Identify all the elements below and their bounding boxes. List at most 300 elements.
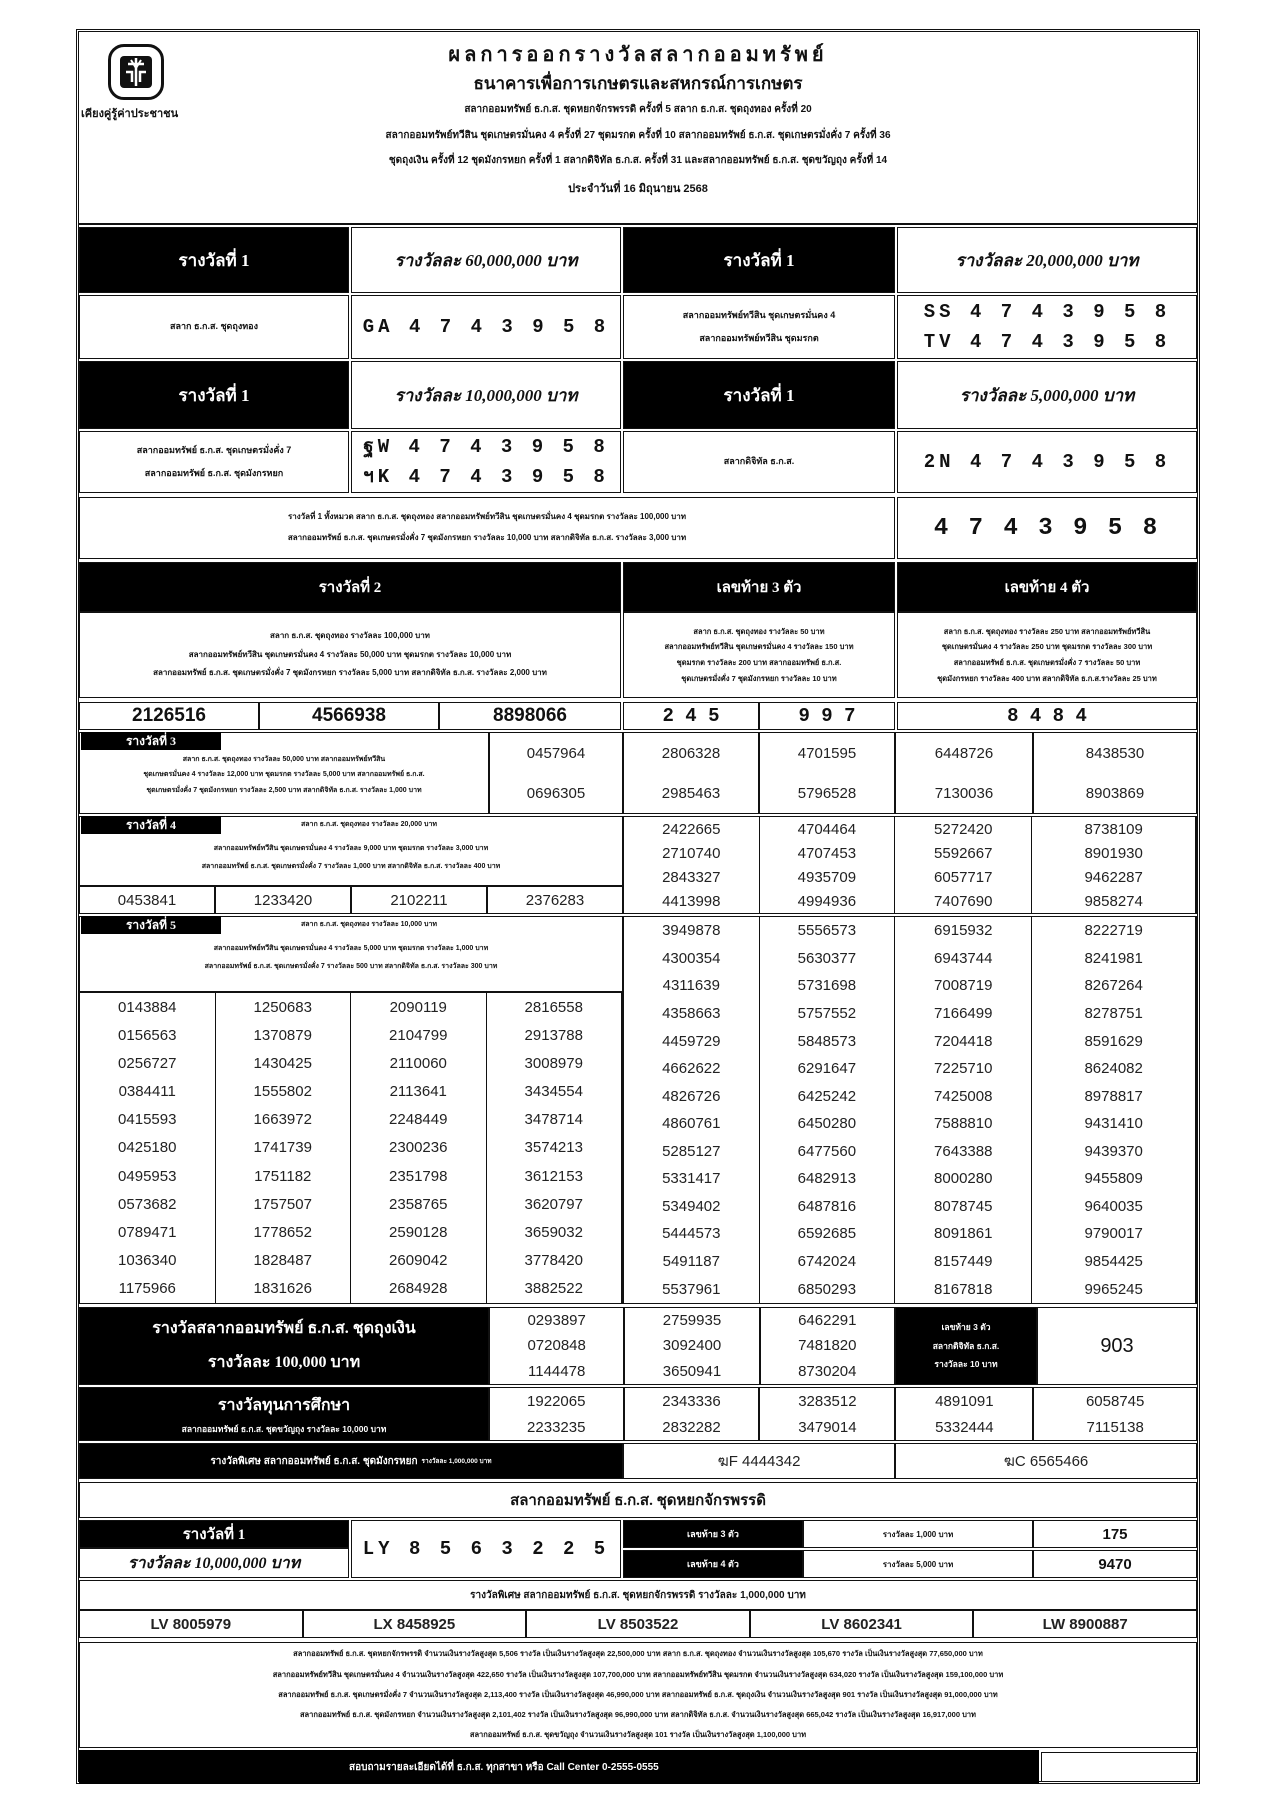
- fifth-prize-number: 1036340: [118, 1252, 177, 1270]
- fifth-prize-number: 0256727: [118, 1054, 177, 1072]
- fifth-prize-number: 3949878: [662, 922, 721, 940]
- desc-line: ชุดมังกรหยก รางวัลละ 400 บาท สลากดิจิทัล ธ.ก.ส.รางวัลละ 25 บาท: [937, 673, 1157, 683]
- jade-first-number: LY 8 5 6 3 2 2 5: [351, 1520, 621, 1578]
- fifth-prize-number: 1430425: [253, 1054, 312, 1072]
- first-prize-number: SS 4 7 4 3 9 5 8: [923, 300, 1171, 323]
- series-label: สลากดิจิทัล ธ.ก.ส.: [723, 456, 795, 467]
- fifth-prize-number: 0425180: [118, 1139, 177, 1157]
- fifth-prize-number: 6915932: [934, 922, 993, 940]
- fifth-prize-number: 5731698: [797, 977, 857, 995]
- jade-special-number-column: [79, 1610, 303, 1638]
- scholarship-number: 3283512: [798, 1392, 857, 1410]
- third-prize-number: 0457964: [526, 744, 586, 762]
- scholarship-title: รางวัลทุนการศึกษา: [217, 1396, 351, 1414]
- fourth-prize-number: 4413998: [662, 892, 721, 910]
- fourth-prize-number: 1233420: [253, 891, 313, 909]
- slogan: เคียงคู่รู้ค่าประชาชน: [81, 108, 179, 120]
- fourth-prize-number: 4994936: [797, 892, 857, 910]
- fourth-prize-number: 2376283: [525, 891, 585, 909]
- draw-date: ประจำวันที่ 16 มิถุนายน 2568: [568, 183, 708, 195]
- fifth-prize-number: 2358765: [389, 1195, 448, 1213]
- first-prize-number: TV 4 7 4 3 9 5 8: [923, 331, 1171, 353]
- first-prize-number-2n: 2N 4 7 4 3 9 5 8: [897, 431, 1197, 493]
- desc-line: สลาก ธ.ก.ส. ชุดถุงทอง รางวัลละ 50 บาท: [693, 626, 825, 636]
- desc-line: ชุดเกษตรมั่นคง 4 รางวัลละ 250 บาท ชุดมรกต รางวัลละ 300 บาท: [941, 642, 1153, 652]
- fourth-prize-number: 9462287: [1084, 868, 1143, 886]
- fifth-prize-number: 5537961: [662, 1280, 721, 1298]
- fourth-prize-number-column: [487, 886, 623, 914]
- first-prize-amount-20m: รางวัลละ 20,000,000 บาท: [897, 227, 1197, 293]
- second-prize-number: 8898066: [439, 702, 621, 730]
- fifth-prize-number: 0789471: [118, 1223, 177, 1241]
- series-label: สลากออมทรัพย์ ธ.ก.ส. ชุดมังกรหยก: [144, 468, 284, 478]
- fifth-prize-number: 1751182: [254, 1167, 312, 1185]
- summary-line: สลากออมทรัพย์ทวีสิน ชุดเกษตรมั่นคง 4 จำนวนเงินรางวัลสูงสุด 422,650 รางวัล เป็นเงินรางวัลสูงสุด 107,700,000 บาท สลากออมทรัพย์ทวีสิน ชุดมรกต จำนวนเงินรางวัลสูงสุด 634,020 รางวัล เป็นเงินรางวัลสูงสุด 159,100,000 บาท: [272, 1669, 1004, 1679]
- fifth-prize-number: 2113641: [389, 1083, 447, 1101]
- fourth-prize-number-column: [760, 817, 896, 913]
- summary-section: [79, 1642, 1197, 1748]
- fifth-prize-number: 9640035: [1084, 1197, 1143, 1215]
- first-prize-numbers-ss-tv: [897, 295, 1197, 359]
- desc-line: สลากออมทรัพย์ ธ.ก.ส. ชุดเกษตรมั่งคั่ง 7 รางวัลละ 1,000 บาท สลากดิจิทัล ธ.ก.ส. รางวัลละ 400 บาท: [201, 863, 501, 871]
- fifth-prize-number: 5757552: [797, 1004, 857, 1022]
- header-line-3: ชุดถุงเงิน ครั้งที่ 12 ชุดมังกรหยก ครั้งที่ 1 สลากดิจิทัล ธ.ก.ส. ครั้งที่ 31 และสลากออมทรัพย์ ธ.ก.ส. ชุดขวัญถุง ครั้งที่ 14: [388, 155, 888, 166]
- third-prize-col-2: [623, 732, 759, 814]
- scholarship-number: 5332444: [935, 1418, 994, 1436]
- third-prize-label: รางวัลที่ 3: [81, 732, 221, 750]
- fourth-prize-number: 2843327: [662, 868, 721, 886]
- fifth-prize-number: 5349402: [662, 1197, 721, 1215]
- fifth-prize-number: 2104799: [389, 1026, 448, 1044]
- fifth-prize-number: 6450280: [797, 1115, 857, 1133]
- thung-ngoen-amount: รางวัลละ 100,000 บาท: [207, 1354, 361, 1371]
- fifth-prize-number: 2590128: [389, 1223, 448, 1241]
- fifth-prize-number: 2684928: [389, 1280, 448, 1298]
- fifth-prize-number: 5630377: [797, 949, 857, 967]
- jade-emperor-title: สลากออมทรัพย์ ธ.ก.ส. ชุดหยกจักรพรรดิ: [79, 1482, 1197, 1518]
- fourth-prize-number: 5592667: [934, 844, 993, 862]
- fifth-prize-number: 9455809: [1084, 1170, 1143, 1188]
- jade-last3-amount: รางวัลละ 1,000 บาท: [803, 1520, 1033, 1548]
- fifth-prize-number: 4459729: [662, 1032, 721, 1050]
- desc-line: สลากออมทรัพย์ทวีสิน ชุดเกษตรมั่นคง 4 รางวัลละ 5,000 บาท ชุดมรกต รางวัลละ 1,000 บาท: [213, 945, 489, 952]
- fifth-prize-number: 5285127: [662, 1142, 721, 1160]
- fifth-prize-number: 8222719: [1084, 922, 1143, 940]
- fifth-prize-number: 4300354: [662, 949, 721, 967]
- scholarship-number: 1922065: [527, 1392, 586, 1410]
- fourth-prize-number: 0453841: [117, 891, 177, 909]
- fifth-prize-number: 7588810: [934, 1115, 993, 1133]
- fifth-prize-number: 1250683: [253, 998, 312, 1016]
- fifth-prize-number: 5556573: [797, 922, 857, 940]
- fifth-prize-number: 9790017: [1084, 1225, 1143, 1243]
- desc-line: สลากออมทรัพย์ทวีสิน ชุดเกษตรมั่นคง 4 รางวัลละ 150 บาท: [664, 642, 854, 652]
- third-prize-number: 6448726: [934, 744, 994, 762]
- fifth-prize-number: 1828487: [253, 1252, 312, 1270]
- fifth-prize-number: 6477560: [797, 1142, 857, 1160]
- jade-special-number: LV 8503522: [597, 1615, 679, 1633]
- special-dragon-number: ฆF 4444342: [623, 1443, 895, 1479]
- first-prize-amount-60m: รางวัลละ 60,000,000 บาท: [351, 227, 621, 293]
- first-prize-label: รางวัลที่ 1: [623, 361, 895, 429]
- thung-ngoen-number: 6462291: [798, 1312, 857, 1330]
- desc-line: สลากออมทรัพย์ ธ.ก.ส. ชุดเกษตรมั่งคั่ง 7 ชุดมังกรหยก รางวัลละ 10,000 บาท สลากดิจิทัล ธ.ก.ส. รางวัลละ 3,000 บาท: [287, 533, 687, 542]
- desc-line: สลาก ธ.ก.ส. ชุดถุงทอง รางวัลละ 250 บาท สลากออมทรัพย์ทวีสิน: [943, 626, 1151, 636]
- fourth-prize-number: 8738109: [1084, 820, 1143, 838]
- fifth-prize-number-column: [895, 917, 1032, 1303]
- fifth-prize-number: 2110060: [389, 1054, 447, 1072]
- fifth-prize-number: 4662622: [662, 1060, 721, 1078]
- fifth-prize-number: 7166499: [934, 1004, 993, 1022]
- fifth-prize-number-column: [1032, 917, 1196, 1303]
- thung-ngoen-number-column: [489, 1307, 624, 1385]
- fifth-prize-number-column: [624, 917, 760, 1303]
- fourth-prize-number: 4707453: [797, 844, 857, 862]
- fifth-prize-number: 2816558: [524, 998, 583, 1016]
- last3-number: 2 4 5: [623, 702, 759, 730]
- desc-line: สลากออมทรัพย์ทวีสิน ชุดเกษตรมั่นคง 4 รางวัลละ 9,000 บาท ชุดมรกต รางวัลละ 3,000 บาท: [213, 845, 489, 852]
- summary-line: สลากออมทรัพย์ ธ.ก.ส. ชุดเกษตรมั่งคั่ง 7 จำนวนเงินรางวัลสูงสุด 2,113,400 รางวัล เป็นเงินรางวัลสูงสุด 46,990,000 บาท สลากออมทรัพย์ ธ.ก.ส. ชุดถุงเงิน จำนวนเงินรางวัลสูงสุด 901 รางวัล เป็นเงินรางวัลสูงสุด 91,000,000 บาท: [278, 1689, 998, 1699]
- fifth-prize-number: 4860761: [662, 1115, 721, 1133]
- fifth-prize-number-column: [487, 993, 623, 1303]
- scholarship-label: [79, 1387, 489, 1441]
- series-label: สลาก ธ.ก.ส. ชุดถุงทอง: [170, 321, 258, 332]
- fifth-prize-number: 1757507: [253, 1195, 312, 1213]
- fifth-prize-number: 2351798: [389, 1167, 448, 1185]
- special-dragon-title: รางวัลพิเศษ สลากออมทรัพย์ ธ.ก.ส. ชุดมังกรหยก: [210, 1455, 418, 1467]
- fourth-prize-number-column: [215, 886, 351, 914]
- fifth-prize-number: 6592685: [797, 1225, 857, 1243]
- scholarship-number-column: [1033, 1387, 1197, 1441]
- special-dragon-number: ฆC 6565466: [895, 1443, 1197, 1479]
- fifth-prize-number: 5848573: [797, 1032, 857, 1050]
- fifth-prize-number: 8241981: [1084, 949, 1143, 967]
- fifth-prize-number: 3778420: [524, 1252, 583, 1270]
- third-prize-number: 4701595: [797, 744, 857, 762]
- second-prize-number: 4566938: [259, 702, 439, 730]
- fifth-prize-number: 4358663: [662, 1004, 721, 1022]
- jade-special-number-column: [303, 1610, 527, 1638]
- first-prize-all-series-desc: [79, 497, 895, 559]
- desc-line: สลากออมทรัพย์ ธ.ก.ส. ชุดเกษตรมั่งคั่ง 7 ชุดมังกรหยก รางวัลละ 5,000 บาท สลากดิจิทัล ธ.ก.ส. รางวัลละ 2,000 บาท: [153, 668, 547, 678]
- first-prize-label: รางวัลที่ 1: [79, 361, 349, 429]
- first-prize-amount-10m: รางวัลละ 10,000,000 บาท: [351, 361, 621, 429]
- scholarship-number: 2832282: [662, 1418, 721, 1436]
- fourth-prize-number: 5272420: [934, 820, 993, 838]
- second-prize-desc: [79, 612, 621, 698]
- first-prize-all-series-number: 4 7 4 3 9 5 8: [897, 497, 1197, 559]
- thung-ngoen-number-column: [760, 1307, 895, 1385]
- fifth-prize-number: 6291647: [797, 1060, 857, 1078]
- series-digital: [623, 431, 895, 493]
- third-prize-number: 8438530: [1085, 744, 1145, 762]
- fifth-prize-number: 1778652: [253, 1223, 312, 1241]
- fourth-prize-number: 9858274: [1084, 892, 1143, 910]
- thung-ngoen-number: 3650941: [662, 1362, 722, 1380]
- third-prize-col-3: [759, 732, 895, 814]
- series-thaweesin: [623, 295, 895, 359]
- fifth-prize-number: 8078745: [934, 1197, 993, 1215]
- fifth-prize-number: 7425008: [934, 1087, 993, 1105]
- fifth-prize-number: 6850293: [797, 1280, 857, 1298]
- fifth-prize-number: 5444573: [662, 1225, 721, 1243]
- jade-first-label: รางวัลที่ 1: [79, 1520, 349, 1548]
- fifth-prize-number: 9431410: [1084, 1115, 1143, 1133]
- fifth-prize-number: 2248449: [389, 1111, 448, 1129]
- fifth-prize-number: 7204418: [934, 1032, 993, 1050]
- fifth-prize-number: 3659032: [524, 1223, 583, 1241]
- header-line-1: สลากออมทรัพย์ ธ.ก.ส. ชุดหยกจักรพรรดิ ครั้งที่ 5 สลาก ธ.ก.ส. ชุดถุงทอง ครั้งที่ 20: [464, 104, 812, 115]
- page-title: ผลการออกรางวัลสลากออมทรัพย์: [448, 44, 828, 66]
- fifth-prize-number: 6482913: [797, 1170, 857, 1188]
- jade-special-number-column: [750, 1610, 974, 1638]
- jade-special-number-column: [973, 1610, 1197, 1638]
- thung-ngoen-title: รางวัลสลากออมทรัพย์ ธ.ก.ส. ชุดถุงเงิน: [152, 1320, 416, 1338]
- scholarship-number-column: [895, 1387, 1033, 1441]
- jade-first-amount: รางวัลละ 10,000,000 บาท: [79, 1548, 349, 1578]
- fourth-prize-number: 8901930: [1084, 844, 1143, 862]
- jade-special-label: รางวัลพิเศษ สลากออมทรัพย์ ธ.ก.ส. ชุดหยกจักรพรรดิ รางวัลละ 1,000,000 บาท: [79, 1580, 1197, 1610]
- last4-desc: [897, 612, 1197, 698]
- fourth-prize-number-column: [895, 817, 1032, 913]
- series-mangkhang-mangkon: [79, 431, 349, 493]
- desc-line: สลาก ธ.ก.ส. ชุดถุงทอง รางวัลละ 100,000 บาท: [270, 631, 430, 641]
- fifth-prize-number: 3612153: [524, 1167, 583, 1185]
- series-label: สลากออมทรัพย์ ธ.ก.ส. ชุดเกษตรมั่งคั่ง 7: [136, 444, 292, 455]
- fourth-prize-number: 4704464: [797, 820, 857, 838]
- fifth-prize-number: 3882522: [524, 1280, 583, 1298]
- scholarship-subtitle: สลากออมทรัพย์ ธ.ก.ส. ชุดขวัญถุง รางวัลละ 10,000 บาท: [181, 1423, 387, 1434]
- fifth-prize-number: 0415593: [118, 1111, 177, 1129]
- desc-line: สลากออมทรัพย์ ธ.ก.ส. ชุดเกษตรมั่งคั่ง 7 รางวัลละ 500 บาท สลากดิจิทัล ธ.ก.ส. รางวัลละ 300 บาท: [204, 963, 498, 971]
- fifth-prize-number: 3478714: [524, 1111, 583, 1129]
- third-prize-number: 8903869: [1085, 784, 1145, 802]
- first-prize-number: ฯK 4 7 4 3 9 5 8: [363, 466, 609, 488]
- footer-blank-box: [1041, 1752, 1197, 1782]
- summary-line: สลากออมทรัพย์ ธ.ก.ส. ชุดมังกรหยก จำนวนเงินรางวัลสูงสุด 2,101,402 รางวัล เป็นเงินรางวัลสูงสุด 96,990,000 บาท สลากดิจิทัล ธ.ก.ส. จำนวนเงินรางวัลสูงสุด 665,042 รางวัล เป็นเงินรางวัลสูงสุด 16,917,000 บาท: [299, 1710, 976, 1720]
- jade-last4-label: เลขท้าย 4 ตัว: [623, 1550, 803, 1578]
- last4-label: เลขท้าย 4 ตัว: [897, 562, 1197, 612]
- jade-last3-number: 175: [1033, 1520, 1197, 1548]
- fifth-prize-number: 8091861: [934, 1225, 993, 1243]
- fifth-prize-number: 0143884: [118, 998, 177, 1016]
- fifth-prize-number: 4311639: [662, 977, 720, 995]
- scholarship-number: 7115138: [1086, 1418, 1144, 1436]
- fifth-prize-number-column: [760, 917, 896, 1303]
- fifth-prize-number: 7643388: [934, 1142, 993, 1160]
- thung-ngoen-number: 3092400: [662, 1337, 722, 1355]
- lottery-results-document: [76, 29, 1200, 1784]
- last4-number: 8 4 8 4: [897, 702, 1197, 730]
- third-prize-col-1: [489, 732, 623, 814]
- jade-last3-label: เลขท้าย 3 ตัว: [623, 1520, 803, 1548]
- fifth-prize-number: 7225710: [934, 1060, 993, 1078]
- third-prize-number: 7130036: [934, 784, 994, 802]
- fifth-prize-number: 8000280: [934, 1170, 993, 1188]
- fifth-prize-number: 7008719: [934, 977, 993, 995]
- fifth-prize-number: 3434554: [524, 1083, 583, 1101]
- jade-last4-number: 9470: [1033, 1550, 1197, 1578]
- summary-line: สลากออมทรัพย์ ธ.ก.ส. ชุดหยกจักรพรรดิ จำนวนเงินรางวัลสูงสุด 5,506 รางวัล เป็นเงินรางวัลสูงสุด 22,500,000 บาท สลาก ธ.ก.ส. ชุดถุงทอง จำนวนเงินรางวัลสูงสุด 105,670 รางวัล เป็นเงินรางวัลสูงสุด 77,650,000 บาท: [293, 1649, 983, 1659]
- fifth-prize-number-column: [216, 993, 352, 1303]
- thung-ngoen-number: 8730204: [798, 1362, 857, 1380]
- fourth-prize-number-column: [351, 886, 487, 914]
- fifth-prize-left-numbers: [79, 992, 623, 1304]
- fifth-prize-number: 5491187: [662, 1253, 720, 1271]
- fourth-prize-number: 2422665: [662, 820, 721, 838]
- scholarship-number: 2343336: [662, 1392, 721, 1410]
- fifth-prize-number: 6943744: [934, 949, 993, 967]
- fourth-prize-number: 7407690: [934, 892, 993, 910]
- fourth-prize-desc: [79, 840, 623, 876]
- digital-last3-number: 903: [1037, 1307, 1197, 1385]
- jade-special-number: LV 8005979: [150, 1615, 232, 1633]
- thung-ngoen-number: 7481820: [798, 1337, 857, 1355]
- footer-contact: สอบถามรายละเอียดได้ที่ ธ.ก.ส. ทุกสาขา หรือ Call Center 0-2555-0555: [79, 1750, 1039, 1784]
- scholarship-number: 6058745: [1085, 1392, 1145, 1410]
- fifth-prize-number: 6425242: [797, 1087, 857, 1105]
- fifth-prize-number: 3620797: [524, 1195, 583, 1213]
- thung-ngoen-number: 0720848: [527, 1337, 586, 1355]
- fifth-prize-number: 9854425: [1084, 1253, 1143, 1271]
- third-prize-number: 5796528: [797, 784, 857, 802]
- desc-line: สลากออมทรัพย์ทวีสิน ชุดเกษตรมั่นคง 4 รางวัลละ 50,000 บาท ชุดมรกต รางวัลละ 10,000 บาท: [188, 649, 512, 659]
- first-prize-label: รางวัลที่ 1: [623, 227, 895, 293]
- fifth-prize-desc-line: สลาก ธ.ก.ส. ชุดถุงทอง รางวัลละ 10,000 บาท: [300, 921, 438, 928]
- fifth-prize-number: 1663972: [253, 1111, 312, 1129]
- series-label: สลากออมทรัพย์ทวีสิน ชุดเกษตรมั่นคง 4: [682, 309, 836, 320]
- third-prize-col-5: [1033, 732, 1197, 814]
- summary-line: สลากออมทรัพย์ ธ.ก.ส. ชุดขวัญถุง จำนวนเงินรางวัลสูงสุด 101 รางวัล เป็นเงินรางวัลสูงสุด 1,100,000 บาท: [469, 1730, 807, 1740]
- label-line: สลากดิจิทัล ธ.ก.ส.: [932, 1340, 1000, 1351]
- fourth-prize-number-column: [79, 886, 215, 914]
- third-prize-number: 0696305: [526, 784, 586, 802]
- second-prize-number: 2126516: [79, 702, 259, 730]
- third-prize-col-4: [895, 732, 1033, 814]
- jade-special-number: LX 8458925: [373, 1615, 456, 1633]
- first-prize-numbers-w-k: [351, 431, 621, 493]
- series-label: สลากออมทรัพย์ทวีสิน ชุดมรกต: [699, 333, 819, 343]
- fifth-prize-number: 0495953: [118, 1167, 177, 1185]
- last3-number: 9 9 7: [759, 702, 895, 730]
- fifth-prize-number: 8167818: [934, 1280, 993, 1298]
- scholarship-numbers: [489, 1387, 1197, 1441]
- fifth-prize-number: 1175966: [118, 1280, 176, 1298]
- thung-ngoen-number: 2759935: [662, 1312, 722, 1330]
- first-prize-label: รางวัลที่ 1: [79, 227, 349, 293]
- desc-line: สลากออมทรัพย์ ธ.ก.ส. ชุดเกษตรมั่งคั่ง 7 รางวัลละ 50 บาท: [953, 658, 1141, 667]
- fifth-prize-number: 8267264: [1084, 977, 1143, 995]
- first-prize-amount-5m: รางวัลละ 5,000,000 บาท: [897, 361, 1197, 429]
- fifth-prize-number: 2913788: [524, 1026, 583, 1044]
- fifth-prize-number: 0384411: [118, 1083, 176, 1101]
- jade-special-number-column: [526, 1610, 750, 1638]
- fourth-prize-desc-line: สลาก ธ.ก.ส. ชุดถุงทอง รางวัลละ 20,000 บาท: [300, 821, 438, 828]
- fourth-prize-left-numbers: [79, 886, 623, 914]
- fourth-prize-number: 2102211: [390, 891, 448, 909]
- desc-line: ชุดมรกต รางวัลละ 200 บาท สลากออมทรัพย์ ธ.ก.ส.: [676, 658, 842, 667]
- fifth-prize-number: 9965245: [1084, 1280, 1143, 1298]
- fifth-prize-number-column: [80, 993, 216, 1303]
- label-line: รางวัลละ 10 บาท: [934, 1359, 998, 1370]
- jade-last4-amount: รางวัลละ 5,000 บาท: [803, 1550, 1033, 1578]
- fifth-prize-number: 6742024: [797, 1253, 857, 1271]
- special-dragon-label: [79, 1443, 623, 1479]
- desc-line: รางวัลที่ 1 ทั้งหมวด สลาก ธ.ก.ส. ชุดถุงทอง สลากออมทรัพย์ทวีสิน ชุดเกษตรมั่นคง 4 ชุดมรกต รางวัลละ 100,000 บาท: [287, 512, 686, 522]
- scholarship-number: 2233235: [527, 1418, 586, 1436]
- fifth-prize-desc: [79, 940, 623, 976]
- thung-ngoen-label: [79, 1307, 489, 1385]
- scholarship-number-column: [489, 1387, 624, 1441]
- fourth-prize-label: รางวัลที่ 4: [81, 816, 221, 834]
- fifth-prize-right-numbers: [623, 916, 1197, 1304]
- fifth-prize-number: 1831626: [253, 1280, 312, 1298]
- fifth-prize-number: 8978817: [1084, 1087, 1143, 1105]
- fifth-prize-number: 5331417: [662, 1170, 721, 1188]
- fifth-prize-number: 9439370: [1084, 1142, 1143, 1160]
- fifth-prize-number: 1370879: [253, 1026, 312, 1044]
- fourth-prize-number: 6057717: [934, 868, 993, 886]
- third-prize-number: 2806328: [661, 744, 721, 762]
- fifth-prize-number: 8157449: [934, 1253, 993, 1271]
- fifth-prize-number: 8278751: [1084, 1004, 1143, 1022]
- jade-special-number: LV 8602341: [821, 1615, 902, 1633]
- scholarship-number: 3479014: [798, 1418, 857, 1436]
- thung-ngoen-number-column: [624, 1307, 759, 1385]
- fifth-prize-number: 3574213: [524, 1139, 583, 1157]
- fourth-prize-number: 2710740: [662, 844, 721, 862]
- fifth-prize-number-column: [351, 993, 487, 1303]
- jade-special-number: LW 8900887: [1042, 1615, 1128, 1633]
- header-line-2: สลากออมทรัพย์ทวีสิน ชุดเกษตรมั่นคง 4 ครั้งที่ 27 ชุดมรกต ครั้งที่ 10 สลากออมทรัพย์ ธ.ก.ส. ชุดเกษตรมั่งคั่ง 7 ครั้งที่ 36: [385, 130, 891, 141]
- digital-last3-label: [895, 1307, 1037, 1385]
- series-thung-thong: [79, 295, 349, 359]
- desc-line: ชุดเกษตรมั่งคั่ง 7 ชุดมังกรหยก รางวัลละ 10 บาท: [681, 673, 837, 683]
- last3-desc: [623, 612, 895, 698]
- fifth-prize-number: 1741739: [253, 1139, 312, 1157]
- label-line: เลขท้าย 3 ตัว: [941, 1321, 991, 1332]
- desc-line: ชุดเกษตรมั่นคง 4 รางวัลละ 12,000 บาท ชุดมรกต รางวัลละ 5,000 บาท สลากออมทรัพย์ ธ.ก.ส.: [143, 771, 425, 779]
- fifth-prize-number: 6487816: [797, 1197, 857, 1215]
- fifth-prize-number: 4826726: [662, 1087, 721, 1105]
- fifth-prize-number: 0573682: [118, 1195, 177, 1213]
- fifth-prize-number: 2609042: [389, 1252, 448, 1270]
- fifth-prize-number: 8624082: [1084, 1060, 1143, 1078]
- fifth-prize-number: 1555802: [253, 1083, 312, 1101]
- thung-ngoen-number: 1144478: [528, 1362, 586, 1380]
- fifth-prize-number: 3008979: [524, 1054, 583, 1072]
- header: [79, 32, 1197, 225]
- first-prize-number-ga: GA 4 7 4 3 9 5 8: [351, 295, 621, 359]
- scholarship-number: 4891091: [935, 1392, 994, 1410]
- fourth-prize-right-numbers: [623, 816, 1197, 914]
- fifth-prize-number: 2090119: [389, 998, 447, 1016]
- scholarship-number-column: [759, 1387, 895, 1441]
- fourth-prize-number-column: [1032, 817, 1196, 913]
- thung-ngoen-numbers: [489, 1307, 895, 1385]
- third-prize-desc: [79, 752, 489, 798]
- fourth-prize-number-column: [624, 817, 760, 913]
- third-prize-number: 2985463: [661, 784, 721, 802]
- thung-ngoen-number: 0293897: [527, 1312, 586, 1330]
- fifth-prize-number: 8591629: [1084, 1032, 1143, 1050]
- first-prize-number: ฐW 4 7 4 3 9 5 8: [363, 435, 609, 458]
- desc-line: ชุดเกษตรมั่งคั่ง 7 ชุดมังกรหยก รางวัลละ 2,500 บาท สลากดิจิทัล ธ.ก.ส. รางวัลละ 1,000 บาท: [146, 786, 422, 794]
- desc-line: สลาก ธ.ก.ส. ชุดถุงทอง รางวัลละ 50,000 บาท สลากออมทรัพย์ทวีสิน: [182, 756, 386, 763]
- second-prize-label: รางวัลที่ 2: [79, 562, 621, 612]
- last3-label: เลขท้าย 3 ตัว: [623, 562, 895, 612]
- scholarship-number-column: [624, 1387, 760, 1441]
